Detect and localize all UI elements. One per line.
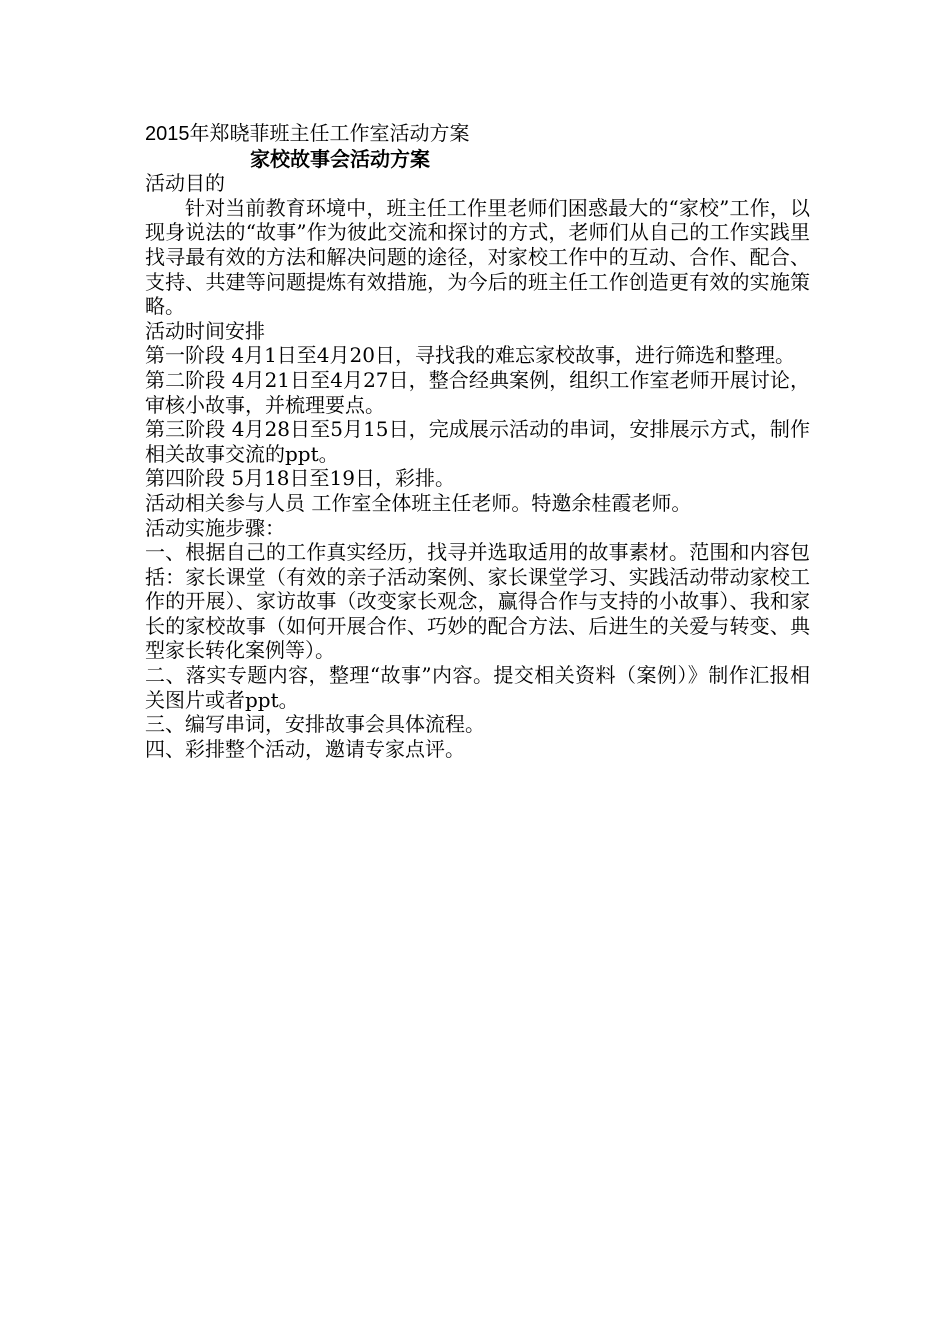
steps-label: 活动实施步骤： — [145, 515, 285, 540]
stage-4: 第四阶段 5月18日至19日，彩排。 — [145, 466, 455, 491]
participants: 活动相关参与人员 工作室全体班主任老师。特邀余桂霞老师。 — [145, 490, 692, 515]
header-title: 2015年郑晓菲班主任工作室活动方案 — [145, 123, 470, 145]
schedule-label: 活动时间安排 — [145, 318, 265, 343]
step-3: 三、编写串词，安排故事会具体流程。 — [145, 712, 485, 737]
step-1: 一、根据自己的工作真实经历，找寻并选取适用的故事素材。范围和内容包括：家长课堂（有效的亲子活动案例、家长课堂学习、实践活动带动家校工作的开展）、家访故事（改变家长观念，赢得合作与支持的小故事）、我和家长的家校故事（如何开展合作、巧妙的配合方法、后进生的关爱与转变、典型家长转化案例等）。 — [145, 540, 810, 663]
stage-2: 第二阶段 4月21日至4月27日，整合经典案例，组织工作室老师开展讨论，审核小故事，并梳理要点。 — [145, 367, 810, 417]
main-title: 家校故事会活动方案 — [250, 146, 430, 171]
stage-3: 第三阶段 4月28日至5月15日，完成展示活动的串词，安排展示方式，制作相关故事交流的ppt。 — [145, 417, 810, 466]
purpose-text: 针对当前教育环境中，班主任工作里老师们困惑最大的“家校”工作，以现身说法的“故事”作为彼此交流和探讨的方式，老师们从自己的工作实践里找寻最有效的方法和解决问题的途径，对家校工作中的互动、合作、配合、支持、共建等问题提炼有效措施，为今后的班主任工作创造更有效的实施策略。 — [145, 195, 810, 319]
stage-1: 第一阶段 4月1日至4月20日，寻找我的难忘家校故事，进行筛选和整理。 — [145, 343, 795, 368]
step-4: 四、彩排整个活动，邀请专家点评。 — [145, 736, 465, 761]
purpose-label: 活动目的 — [145, 171, 225, 196]
document-page — [145, 122, 810, 761]
step-2: 二、落实专题内容，整理“故事”内容。提交相关资料（案例）》制作汇报相关图片或者ppt。 — [145, 663, 810, 712]
